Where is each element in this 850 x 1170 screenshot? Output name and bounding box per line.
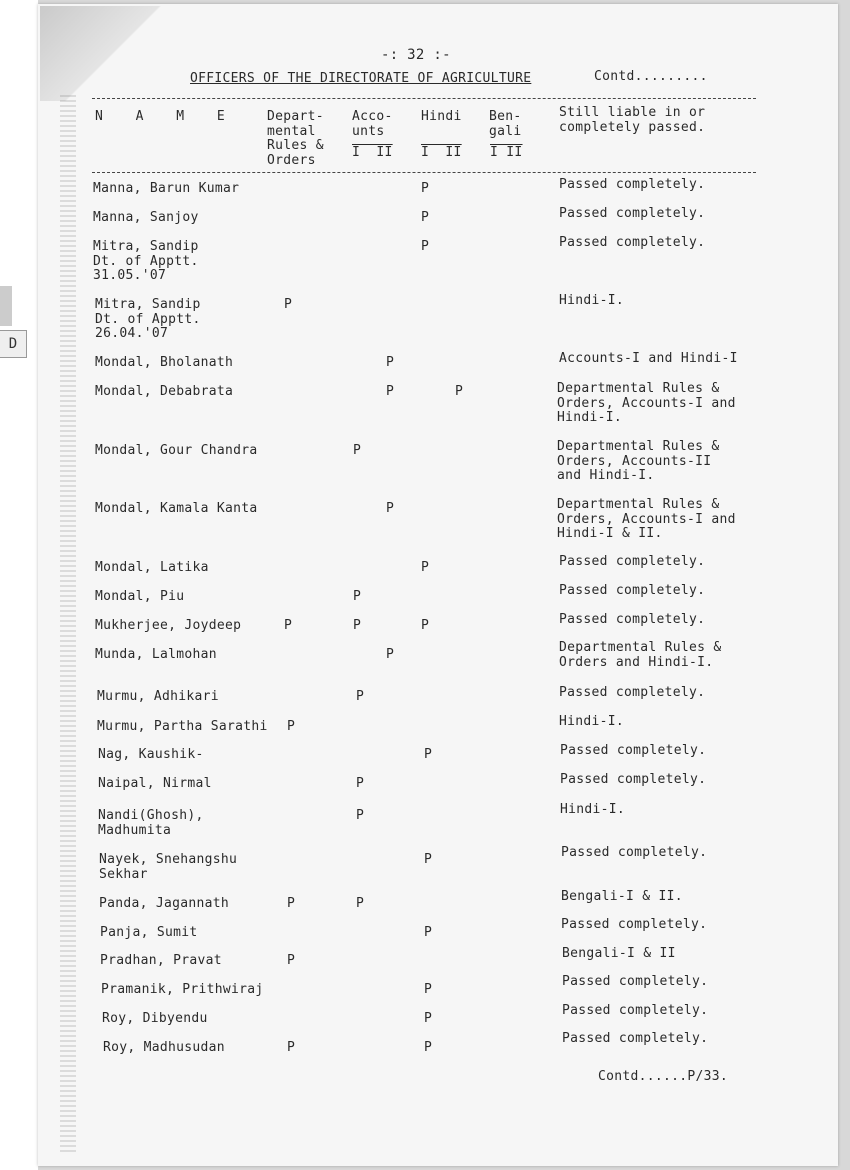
officer-name: Nandi(Ghosh), Madhumita [98,808,204,838]
remark: Departmental Rules & Orders, Accounts-I and Hindi-I & II. [557,497,736,541]
header-top-rule [92,98,756,99]
officer-name: Nayek, Snehangshu Sekhar [99,852,238,882]
remark: Hindi-I. [560,802,626,817]
acc-mark: P [356,689,365,704]
remark: Bengali-I & II [562,946,676,961]
remark: Bengali-I & II. [561,889,683,904]
acc-mark: P [356,776,365,791]
scanner-margin [0,0,38,1170]
acc-mark: P [353,589,362,604]
officer-name: Murmu, Adhikari [97,689,219,704]
officer-name: Mondal, Bholanath [95,355,234,370]
remark: Departmental Rules & Orders, Accounts-I and Hindi-I. [557,381,736,425]
remark: Passed completely. [560,772,707,787]
officer-name: Munda, Lalmohan [95,647,217,662]
acc-mark: P [386,384,395,399]
officer-name: Panja, Sumit [100,925,198,940]
remark: Hindi-I. [559,293,625,308]
remark: Departmental Rules & Orders and Hindi-I. [559,640,722,670]
remark: Accounts-I and Hindi-I [559,351,738,366]
acc-mark: P [386,647,395,662]
binding-edge-shadow [60,95,76,1155]
remark: Passed completely. [561,845,708,860]
acc-mark: P [353,443,362,458]
page-number: -: 32 :- [381,47,451,63]
header-hindi-parts: I II [421,145,462,160]
dept-mark: P [287,1040,296,1055]
beng-mark: P [455,384,464,399]
acc-mark: P [386,355,395,370]
folded-corner-shadow [40,6,162,101]
hindi-mark: P [421,181,430,196]
dept-mark: P [287,719,296,734]
hindi-mark: P [424,747,433,762]
dept-mark: P [287,953,296,968]
acc-mark: P [386,501,395,516]
contd-top: Contd......... [594,69,708,84]
dept-mark: P [284,618,293,633]
hindi-mark: P [424,852,433,867]
remark: Passed completely. [562,1003,709,1018]
contd-bottom: Contd......P/33. [598,1069,729,1084]
remark: Passed completely. [559,206,706,221]
officer-name: Roy, Madhusudan [103,1040,225,1055]
officer-name: Mukherjee, Joydeep [95,618,242,633]
officer-name: Panda, Jagannath [99,896,230,911]
dept-mark: P [287,896,296,911]
hindi-mark: P [421,210,430,225]
officer-name: Pramanik, Prithwiraj [101,982,264,997]
header-bengali: Ben- gali [489,109,522,139]
officer-name: Mitra, Sandip Dt. of Apptt. 26.04.'07 [95,297,201,341]
scanner-tab-shadow [0,286,12,326]
remark: Passed completely. [559,177,706,192]
officer-name: Mondal, Kamala Kanta [95,501,258,516]
officer-name: Mondal, Gour Chandra [95,443,258,458]
hindi-mark: P [424,925,433,940]
remark: Passed completely. [559,612,706,627]
remark: Passed completely. [562,974,709,989]
officer-name: Pradhan, Pravat [100,953,222,968]
hindi-mark: P [421,618,430,633]
hindi-mark: P [424,1011,433,1026]
officer-name: Naipal, Nirmal [98,776,212,791]
header-bottom-rule [92,172,756,173]
side-tab: D [0,330,27,358]
officer-name: Mitra, Sandip Dt. of Apptt. 31.05.'07 [93,239,199,283]
officer-name: Manna, Barun Kumar [93,181,240,196]
remark: Departmental Rules & Orders, Accounts-II and Hindi-I. [557,439,720,483]
hindi-mark: P [421,239,430,254]
officer-name: Murmu, Partha Sarathi [97,719,268,734]
officer-name: Mondal, Piu [95,589,185,604]
hindi-mark: P [424,982,433,997]
header-hindi: Hindi [421,109,462,124]
officer-name: Nag, Kaushik- [98,747,204,762]
header-dept-rules: Depart- mental Rules & Orders [267,109,324,168]
dept-mark: P [284,297,293,312]
acc-mark: P [353,618,362,633]
officer-name: Roy, Dibyendu [102,1011,208,1026]
remark: Passed completely. [559,685,706,700]
hindi-mark: P [421,560,430,575]
remark: Passed completely. [562,1031,709,1046]
remark: Passed completely. [559,583,706,598]
document-title: OFFICERS OF THE DIRECTORATE OF AGRICULTURE [190,71,532,86]
officer-name: Mondal, Debabrata [95,384,234,399]
remark: Passed completely. [559,235,706,250]
header-accounts-parts: I II [352,145,393,160]
header-bengali-parts: I II [490,145,523,160]
acc-mark: P [356,808,365,823]
remark: Passed completely. [561,917,708,932]
header-still-liable: Still liable in or completely passed. [559,105,706,135]
acc-mark: P [356,896,365,911]
header-name: N A M E [95,109,226,124]
header-accounts: Acco- unts [352,109,393,139]
hindi-mark: P [424,1040,433,1055]
officer-name: Mondal, Latika [95,560,209,575]
remark: Hindi-I. [559,714,625,729]
remark: Passed completely. [559,554,706,569]
officer-name: Manna, Sanjoy [93,210,199,225]
remark: Passed completely. [560,743,707,758]
